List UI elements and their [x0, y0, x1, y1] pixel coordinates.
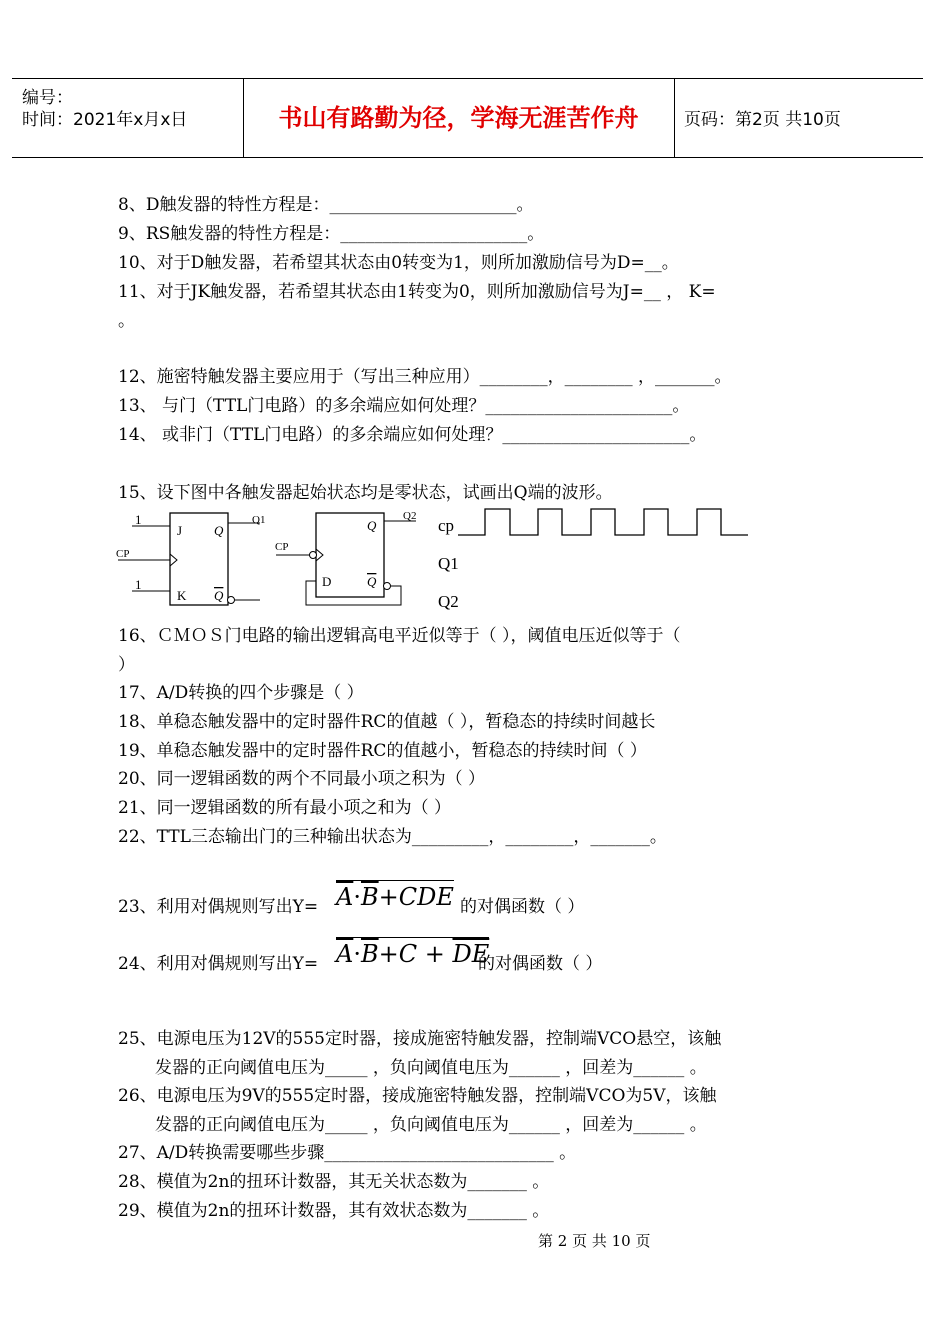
question-12: 12、施密特触发器主要应用于（写出三种应用）________，________ ，_______。 [118, 367, 732, 387]
number-label: 编号： [22, 88, 73, 108]
waveforms [438, 509, 748, 611]
d-flipflop [275, 510, 416, 605]
question-26-cont: 发器的正向阈值电压为_____ ，负向阈值电压为______ ，回差为______ 。 [155, 1115, 707, 1135]
question-26: 26、电源电压为9V的555定时器，接成施密特触发器，控制端VCO为5V，该触 [118, 1086, 717, 1106]
question-18: 18、单稳态触发器中的定时器件RC的值越（ ），暂稳态的持续时间越长 [118, 712, 656, 732]
jk-j-input-label: 1 [135, 512, 142, 527]
header-page-label: 页码：第2页 共10页 [684, 110, 841, 130]
formula-24-de: $\overline{DE}$ [452, 940, 490, 968]
time-label: 时间：2021年x月x日 [22, 110, 188, 130]
question-15: 15、设下图中各触发器起始状态均是零状态，试画出Q端的波形。 [118, 483, 613, 503]
jk-q-pin: Q [214, 523, 224, 538]
question-24-suffix: 的对偶函数（ ） [478, 954, 603, 974]
jk-cp-label: CP [116, 548, 130, 560]
question-25: 25、电源电压为12V的555定时器，接成施密特触发器，控制端VCO悬空，该触 [118, 1029, 722, 1049]
jk-qbar-pin: Q [214, 588, 224, 603]
question-14: 14、 或非门（TTL门电路）的多余端应如何处理？______________________。 [118, 425, 707, 445]
formula-24-dot: · [353, 940, 361, 968]
question-23-prefix: 23、利用对偶规则写出Y= [118, 897, 319, 917]
question-16: 16、ＣＭＯＳ门电路的输出逻辑高电平近似等于（ ），阈值电压近似等于（ [118, 626, 681, 646]
formula-24-c: C [398, 940, 418, 968]
formula-23-rest: +CDE [378, 883, 454, 911]
jk-k-input-label: 1 [135, 577, 142, 592]
cp-waveform [458, 509, 748, 535]
formula-24-plus1: + [378, 940, 399, 968]
wave-q2-label: Q2 [438, 592, 459, 611]
question-11: 11、对于JK触发器，若希望其状态由1转变为0，则所加激励信号为J=__ ， K= [118, 282, 716, 302]
header-info-cell [12, 79, 244, 157]
question-16-cont: ） [118, 655, 135, 675]
formula-23-a: $\overline{A}$ [336, 883, 354, 911]
jk-output-label: Q1 [252, 514, 266, 526]
question-10: 10、对于D触发器，若希望其状态由0转变为1，则所加激励信号为D=__。 [118, 253, 679, 273]
d-qbar-pin: Q [367, 574, 377, 589]
question-28: 28、模值为2n的扭环计数器，其无关状态数为_______ 。 [118, 1172, 550, 1192]
formula-24-b: $\overline{B}$ [360, 940, 379, 968]
jk-j-pin: J [177, 523, 183, 538]
question-9: 9、RS触发器的特性方程是：______________________。 [118, 224, 545, 244]
formula-23 [336, 880, 454, 911]
wave-q1-label: Q1 [438, 554, 459, 573]
d-q-pin: Q [367, 518, 377, 533]
question-21: 21、同一逻辑函数的所有最小项之和为（ ） [118, 798, 452, 818]
question-13: 13、 与门（TTL门电路）的多余端应如何处理？______________________。 [118, 396, 690, 416]
question-24-prefix: 24、利用对偶规则写出Y= [118, 954, 319, 974]
question-17: 17、A/D转换的四个步骤是（ ） [118, 683, 364, 703]
question-27: 27、A/D转换需要哪些步骤___________________________ 。 [118, 1143, 577, 1163]
wave-cp-label: cp [438, 516, 455, 535]
question-23-suffix: 的对偶函数（ ） [460, 897, 585, 917]
d-output-label: Q2 [403, 510, 417, 522]
formula-24-a: $\overline{A}$ [336, 940, 354, 968]
jk-flipflop [116, 512, 265, 605]
page-header [12, 78, 923, 158]
question-25-cont: 发器的正向阈值电压为_____ ，负向阈值电压为______ ，回差为______ 。 [155, 1058, 707, 1078]
formula-24-plus2: + [417, 940, 453, 968]
question-29: 29、模值为2n的扭环计数器，其有效状态数为_______ 。 [118, 1201, 550, 1221]
formula-24 [336, 937, 489, 968]
question-22: 22、TTL三态输出门的三种输出状态为_________，________，_______。 [118, 827, 667, 847]
question-11-cont: 。 [118, 311, 135, 331]
page-footer: 第 2 页 共 10 页 [538, 1232, 651, 1250]
d-d-pin: D [322, 574, 332, 589]
question-20: 20、同一逻辑函数的两个不同最小项之积为（ ） [118, 769, 486, 789]
formula-23-dot: · [353, 883, 361, 911]
header-motto: 书山有路勤为径，学海无涯苦作舟 [243, 79, 675, 157]
jk-k-pin: K [177, 588, 187, 603]
d-cp-label: CP [275, 541, 289, 553]
formula-23-b: $\overline{B}$ [360, 883, 379, 911]
question-8: 8、D触发器的特性方程是：______________________。 [118, 195, 534, 215]
flipflop-figure [110, 505, 810, 615]
question-19: 19、单稳态触发器中的定时器件RC的值越小，暂稳态的持续时间（ ） [118, 741, 647, 761]
